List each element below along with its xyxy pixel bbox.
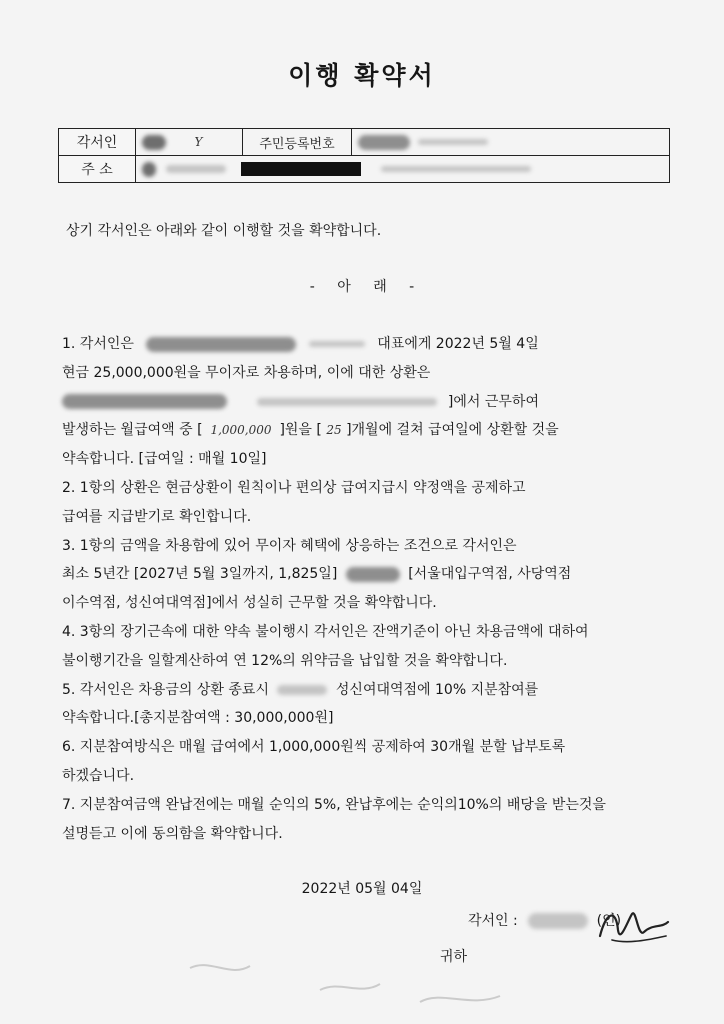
id-number-label: 주민등록번호 — [243, 129, 352, 156]
signature-label: 각서인 : — [468, 913, 518, 929]
term-line: 약속합니다. [급여일 : 매월 10일] — [62, 451, 267, 468]
document-title: 이행 확약서 — [288, 61, 436, 90]
signer-info-table — [58, 128, 670, 183]
term-line: 급여를 지급받기로 확인합니다. — [62, 508, 252, 525]
id-number-faded-handwriting — [418, 139, 488, 145]
notice-heading: - 아 래 - — [309, 279, 415, 295]
address-value — [136, 156, 670, 183]
address-faded-handwriting-end — [381, 166, 531, 172]
redaction-faded — [309, 341, 365, 347]
document-date: 2022년 05월 04일 — [301, 881, 423, 897]
redaction — [346, 567, 400, 582]
id-number-value — [352, 129, 670, 156]
term-line: 현금 25,000,000원을 무이자로 차용하며, 이에 대한 상환은 — [62, 364, 431, 381]
redaction-faded — [257, 398, 437, 406]
address-label: 주 소 — [59, 156, 136, 183]
term-line: 이수역점, 성신여대역점]에서 성실히 근무할 것을 확약합니다. — [62, 595, 437, 612]
seal-mark: (인) — [596, 913, 622, 929]
term-line: 6. 지분참여방식은 매월 급여에서 1,000,000원씩 공제하여 30개월 분할 납부토록 — [62, 739, 566, 756]
term-line: 약속합니다.[총지분참여액 : 30,000,000원] — [62, 710, 334, 727]
signer-info-row-1 — [59, 129, 670, 156]
id-number-redaction — [358, 135, 410, 150]
term-line: 2. 1항의 상환은 현금상환이 원칙이나 편의상 급여지급시 약정액을 공제하고 — [62, 479, 526, 496]
term-line: 설명듣고 이에 동의함을 확약합니다. — [62, 825, 283, 842]
term-line: 7. 지분참여금액 완납전에는 매월 순익의 5%, 완납후에는 순익의10%의 배당을 받는것을 — [62, 796, 606, 813]
term-line: 1. 각서인은 대표에게 2022년 5월 4일 — [62, 336, 539, 352]
handwritten-months: 25 — [326, 423, 342, 438]
signer-info-row-2 — [59, 156, 670, 183]
name-value — [136, 129, 243, 156]
handwritten-amount: 1,000,000 — [210, 423, 272, 438]
term-line: 3. 1항의 금액을 차용함에 있어 무이자 혜택에 상응하는 조건으로 각서인은 — [62, 537, 517, 554]
term-line: 4. 3항의 장기근속에 대한 약속 불이행시 각서인은 잔액기준이 아닌 차용금액에 대하여 — [62, 623, 589, 640]
scan-bleed-through-icon — [0, 950, 724, 1024]
term-line: ]에서 근무하여 — [62, 388, 682, 417]
recipient-suffix: 귀하 — [440, 949, 468, 965]
terms-body — [62, 330, 682, 848]
name-visible-fragment: Y — [194, 135, 203, 149]
name-label: 각서인 — [59, 129, 136, 156]
term-line: 하겠습니다. — [62, 767, 135, 784]
term-line: 5. 각서인은 차용금의 상환 종료시 성신여대역점에 10% 지분참여를 — [62, 681, 539, 698]
address-faded-handwriting — [166, 165, 226, 173]
term-line: 불이행기간을 일할계산하여 연 12%의 위약금을 납입할 것을 확약합니다. — [62, 652, 508, 669]
term-line: 최소 5년간 [2027년 5월 3일까지, 1,825일] [서울대입구역점, 사당역점 — [62, 566, 572, 583]
signer-name-redaction — [528, 913, 588, 929]
name-redaction — [142, 135, 166, 150]
term-line: 발생하는 월급여액 중 [ 1,000,000 ]원을 [ 25 ]개월에 걸쳐 급여일에 상환할 것을 — [62, 416, 682, 445]
address-redaction-block — [241, 162, 361, 176]
address-redaction-start — [142, 162, 156, 177]
redaction-faded — [277, 685, 327, 695]
redaction — [146, 337, 296, 352]
intro-statement: 상기 각서인은 아래와 같이 이행할 것을 확약합니다. — [66, 223, 382, 239]
handwritten-signature-icon — [592, 900, 672, 950]
redaction — [62, 394, 227, 409]
